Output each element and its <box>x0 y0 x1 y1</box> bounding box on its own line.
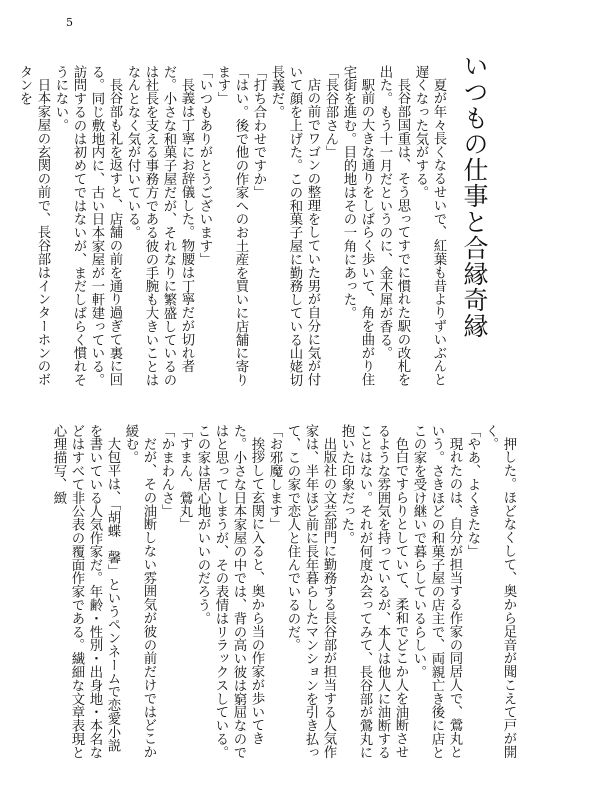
text-line: 夏が年々長くなるせいで、紅葉も昔よりずいぶんと遅くなった気がする。 <box>413 65 446 387</box>
text-line: 店の前でワゴンの整理をしていた男が自分に気が付いて顔を上げた。この和菓子屋に勤務している山姥切長義だ。 <box>269 65 320 387</box>
text-line: 「はい。後で他の作家へのお土産を買いに店舗に寄ります」 <box>215 65 248 387</box>
text-line: 「お邪魔します」 <box>267 424 282 532</box>
body-text-bottom <box>51 424 517 760</box>
text-line: 現れたのは、自分が担当する作家の同居人で、鶯丸という。さきほどの和菓子屋の店主で、両親亡き後に店とこの家を受け継いで暮らしているらしい。 <box>411 424 462 759</box>
text-line: 「やあ、よくきたな」 <box>465 424 480 558</box>
text-line: 長谷部も礼を返すと、店舗の前を通り過ぎて裏に回る。同じ敷地内に、古い日本家屋が一軒建っている。訪問するのは初めてではないが、まだしばらく慣れそうにない。 <box>53 65 122 387</box>
text-line: 出版社の文芸部門に勤務する長谷部が担当する人気作家は、半年ほど前に長年暮らしたマンションを引き払って、この家で恋人と住んでいるのだ。 <box>285 424 336 759</box>
text-line: 「打ち合わせですか」 <box>251 65 266 199</box>
text-line: 「長谷部さん」 <box>323 65 338 159</box>
text-line: だが、その油断しない雰囲気が彼の前だけではどこか緩む。 <box>123 424 156 759</box>
text-line: 色白ですらりとしていて、柔和でどこか人を油断させるような雰囲気を持っているが、本人は他人に油断することはない。それが何度か会ってみて、長谷部が鶯丸に抱いた印象だった。 <box>339 424 408 759</box>
text-line: 長谷部国重は、そう思ってすでに慣れた駅の改札を出た。もう十一月だというのに、金木犀が香る。 <box>377 65 410 387</box>
text-line: 日本家屋の玄関の前で、長谷部はインターホンのボタンを <box>17 65 50 387</box>
page-number: 5 <box>66 16 73 29</box>
text-line: 「かまわんさ」 <box>159 424 174 518</box>
text-line: 駅前の大きな通りをしばらく歩いて、角を曲がり住宅街を進む。目的地はその一角にあった。 <box>341 65 374 387</box>
text-line: 挨拶して玄関に入ると、奥から当の作家が歩いてきた。小さな日本家屋の中では、背の高い彼は窮屈なのではと思ってしまうが、その表情はリラックスしている。この家は居心地がいいのだろう。 <box>195 424 264 759</box>
text-line: 押した。ほどなくして、奥から足音が聞こえて戸が開く。 <box>483 424 516 759</box>
text-line: 長義は丁寧にお辞儀した。物腰は丁寧だが切れ者だ。小さな和菓子屋だが、それなりに繁盛しているのは社長を支える事務方である彼の手腕も大きいことはなんとなく気が付いている。 <box>125 65 194 387</box>
text-line: 「いつもありがとうございます」 <box>197 65 212 266</box>
chapter-title: いつもの仕事と合縁奇縁 <box>460 53 489 339</box>
text-line: 「すまん、鶯丸」 <box>177 424 192 532</box>
body-text-top <box>17 65 447 395</box>
text-line: 大包平は、「胡蝶 馨」というペンネームで恋愛小説を書いている人気作家だ。年齢・性別・出身地・本名などはすべて非公表の覆面作家である。繊細な文章表現と心理描写、緻 <box>51 424 120 759</box>
